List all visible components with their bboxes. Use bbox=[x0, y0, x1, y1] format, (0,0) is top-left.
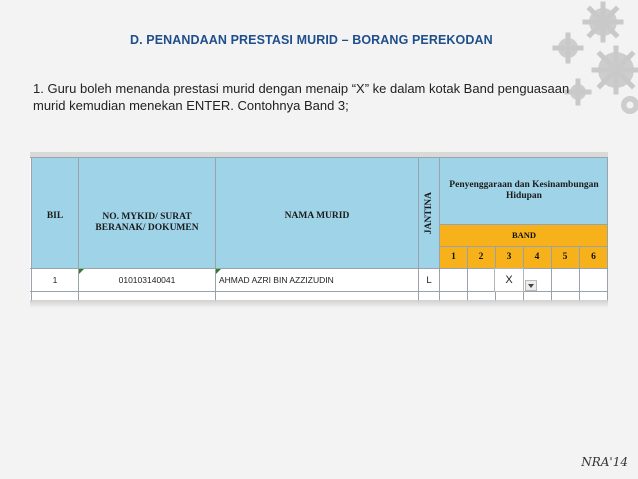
header-topic-label: Penyenggaraan dan Kesinambungan Hidupan bbox=[449, 180, 599, 201]
instruction-text: 1. Guru boleh menanda prestasi murid dengan menaip “X” ke dalam kotak Band penguasaan murid kemudian menekan ENTER. Contohnya Band 3; bbox=[33, 81, 570, 113]
header-bil bbox=[32, 158, 78, 268]
band-3-input-cell[interactable] bbox=[494, 268, 524, 292]
header-bil-label: BIL bbox=[46, 211, 64, 221]
spreadsheet bbox=[30, 152, 608, 302]
header-topic bbox=[440, 158, 608, 224]
header-mykid bbox=[79, 158, 215, 268]
header-band bbox=[440, 224, 608, 246]
header-band-label: BAND bbox=[511, 230, 537, 240]
header-nama-label: NAMA MURID bbox=[284, 211, 350, 221]
sheet-shadow bbox=[30, 300, 608, 308]
footer-signature: NRA'14 bbox=[581, 455, 628, 469]
row-bil: 1 bbox=[52, 275, 58, 285]
band-col-5: 5 bbox=[551, 246, 579, 268]
row-mykid: 010103140041 bbox=[118, 275, 176, 285]
cell-marker-nama bbox=[216, 269, 221, 274]
band-col-1: 1 bbox=[440, 246, 467, 268]
slide-title: D. PENANDAAN PRESTASI MURID – BORANG PEREKODAN bbox=[130, 33, 493, 47]
band-col-3: 3 bbox=[495, 246, 523, 268]
row-nama: AHMAD AZRI BIN AZZIZUDIN bbox=[219, 275, 334, 285]
band-col-2: 2 bbox=[467, 246, 495, 268]
band-3-input-value: X bbox=[505, 274, 513, 286]
band-col-6: 6 bbox=[579, 246, 608, 268]
header-jantina bbox=[419, 158, 439, 268]
cell-marker-mykid bbox=[79, 269, 84, 274]
header-mykid-label: NO. MYKID/ SURAT BERANAK/ DOKUMEN bbox=[95, 212, 199, 233]
dropdown-arrow-icon[interactable] bbox=[525, 280, 537, 291]
header-jantina-label: JANTINA bbox=[423, 191, 434, 235]
header-nama bbox=[216, 158, 418, 268]
row-jantina: L bbox=[426, 274, 432, 286]
band-col-4: 4 bbox=[523, 246, 551, 268]
